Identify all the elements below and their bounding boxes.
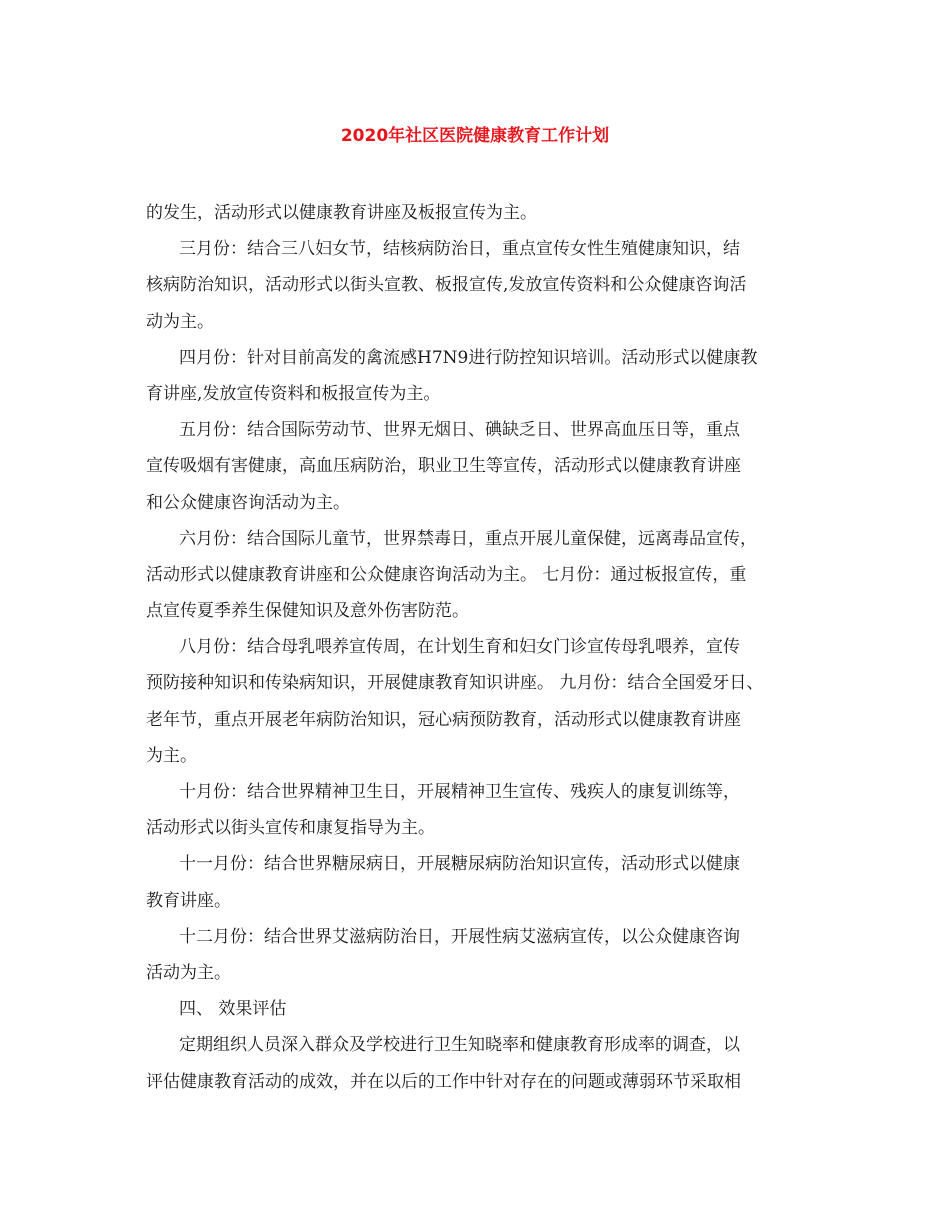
text-line: 活动形式以街头宣传和康复指导为主。 (146, 818, 435, 839)
text-line: 点宣传夏季养生保健知识及意外伤害防范。 (146, 601, 469, 622)
text-line: 三月份：结合三八妇女节，结核病防治日，重点宣传女性生殖健康知识，结 (179, 239, 740, 260)
text-line: 的发生，活动形式以健康教育讲座及板报宣传为主。 (146, 203, 537, 223)
text-line: 为主。 (146, 745, 197, 766)
text-line: 四、 效果评估 (179, 999, 287, 1020)
text-line: 活动为主。 (146, 962, 231, 983)
text-line: 育讲座,发放宣传资料和板报宣传为主。 (146, 383, 441, 404)
text-line: 活动形式以健康教育讲座和公众健康咨询活动为主。 七月份：通过板报宣传，重 (146, 564, 747, 585)
document-title: 2020年社区医院健康教育工作计划 (340, 126, 610, 146)
text-line: 动为主。 (146, 311, 214, 332)
text-line: 核病防治知识，活动形式以街头宣教、板报宣传,发放宣传资料和公众健康咨询活 (146, 275, 747, 296)
text-line: 六月份：结合国际儿童节，世界禁毒日，重点开展儿童保健，远离毒品宣传， (179, 528, 757, 549)
text-line: 宣传吸烟有害健康，高血压病防治，职业卫生等宣传，活动形式以健康教育讲座 (146, 456, 741, 477)
text-line: 十二月份：结合世界艾滋病防治日，开展性病艾滋病宣传，以公众健康咨询 (179, 926, 740, 947)
text-line: 教育讲座。 (146, 890, 231, 911)
text-line: 八月份：结合母乳喂养宣传周，在计划生育和妇女门诊宣传母乳喂养，宣传 (179, 637, 740, 658)
text-line: 定期组织人员深入群众及学校进行卫生知晓率和健康教育形成率的调查，以 (179, 1035, 740, 1056)
text-line: 十一月份：结合世界糖尿病日，开展糖尿病防治知识宣传，活动形式以健康 (179, 854, 740, 875)
text-line: 评估健康教育活动的成效，并在以后的工作中针对存在的问题或薄弱环节采取相 (146, 1071, 741, 1092)
text-line: 预防接种知识和传染病知识，开展健康教育知识讲座。 九月份：结合全国爱牙日、 (146, 673, 764, 694)
text-line: 老年节，重点开展老年病防治知识，冠心病预防教育，活动形式以健康教育讲座 (146, 709, 741, 730)
text-line: 十月份：结合世界精神卫生日，开展精神卫生宣传、残疾人的康复训练等， (179, 782, 740, 802)
text-line: 和公众健康咨询活动为主。 (146, 492, 350, 513)
document-body (146, 195, 806, 1100)
text-line: 五月份：结合国际劳动节、世界无烟日、碘缺乏日、世界高血压日等，重点 (179, 420, 740, 441)
text-line: 四月份：针对目前高发的禽流感H7N9进行防控知识培训。活动形式以健康教 (179, 347, 758, 368)
